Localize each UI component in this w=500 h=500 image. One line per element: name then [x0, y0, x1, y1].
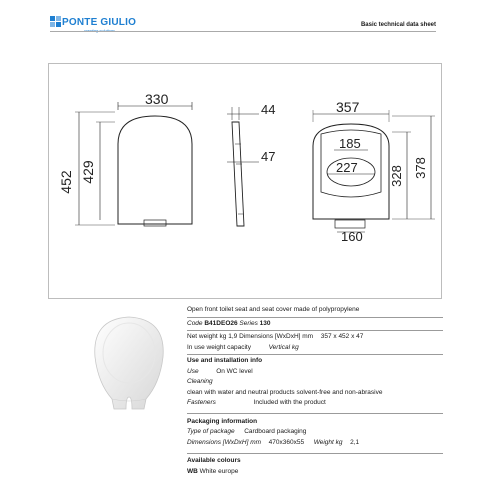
technical-drawing — [48, 63, 442, 299]
spec-panel — [187, 306, 443, 478]
series-label: Series — [239, 319, 258, 327]
dim-back-width: 357 — [336, 99, 360, 115]
colour-line — [187, 468, 443, 479]
code-line — [187, 320, 443, 331]
use-line — [187, 368, 443, 379]
package-dims-value: 470x360x55 — [268, 438, 305, 446]
net-weight-label: Net weight kg — [187, 333, 227, 340]
dim-back-opening-mid: 227 — [336, 160, 358, 175]
package-type-line — [187, 428, 443, 439]
dim-front-width: 330 — [145, 91, 169, 107]
dimensions-label: Dimensions [WxDxH] mm — [239, 333, 314, 340]
fasteners-label: Fasteners — [187, 399, 216, 406]
package-type-label: Type of package — [187, 428, 235, 435]
package-dims-label: Dimensions [WxDxH] mm — [187, 438, 262, 446]
cleaning-label: Cleaning — [187, 378, 213, 385]
capacity-label: In use weight capacity — [187, 343, 251, 351]
capacity-line — [187, 344, 443, 355]
dim-side-bottom: 47 — [261, 149, 276, 164]
fasteners-line — [187, 399, 443, 410]
product-photo — [88, 313, 170, 413]
header-divider — [50, 31, 436, 32]
package-weight-value: 2,1 — [350, 438, 360, 446]
colour-name: White europe — [199, 467, 239, 475]
side-view — [227, 107, 259, 226]
weight-dimensions-line — [187, 333, 443, 344]
use-value: On WC level — [216, 367, 253, 375]
dim-back-height-inner: 328 — [389, 165, 404, 187]
net-weight-value: 1,9 — [228, 333, 238, 340]
dim-back-height-outer: 378 — [413, 157, 428, 179]
package-type-value: Cardboard packaging — [244, 428, 307, 435]
divider — [187, 413, 443, 414]
dim-front-height-outer: 452 — [58, 170, 74, 194]
series-value: 130 — [259, 319, 271, 327]
colours-heading: Available colours — [187, 457, 241, 464]
capacity-value: Vertical kg — [268, 343, 299, 351]
divider — [187, 330, 443, 331]
dimensions-value: 357 x 452 x 47 — [320, 333, 364, 340]
colour-code: WB — [187, 467, 198, 475]
document-title: Basic technical data sheet — [360, 22, 436, 28]
package-dims-line — [187, 439, 443, 450]
divider — [187, 317, 443, 318]
use-heading: Use and installation info — [187, 357, 263, 364]
logo-tagline: creating solutions — [84, 28, 116, 33]
divider — [187, 453, 443, 454]
package-weight-label: Weight kg — [313, 438, 343, 446]
dim-front-height-inner: 429 — [80, 160, 96, 184]
code-value: B41DEO26 — [204, 319, 238, 327]
dim-back-hinge: 160 — [341, 229, 363, 244]
use-label: Use — [187, 367, 199, 375]
dim-side-top: 44 — [261, 102, 276, 117]
fasteners-value: Included with the product — [253, 399, 326, 406]
packaging-heading: Packaging information — [187, 417, 258, 425]
description: Open front toilet seat and seat cover made of polypropylene — [187, 306, 360, 313]
code-label: Code — [187, 319, 203, 327]
logo-text: PONTE GIULIO — [62, 16, 137, 28]
divider — [187, 354, 443, 355]
cleaning-value: clean with water and neutral products solvent-free and non-abrasive — [187, 388, 383, 396]
logo-mark-icon — [50, 16, 62, 28]
dim-back-opening-top: 185 — [339, 136, 361, 151]
